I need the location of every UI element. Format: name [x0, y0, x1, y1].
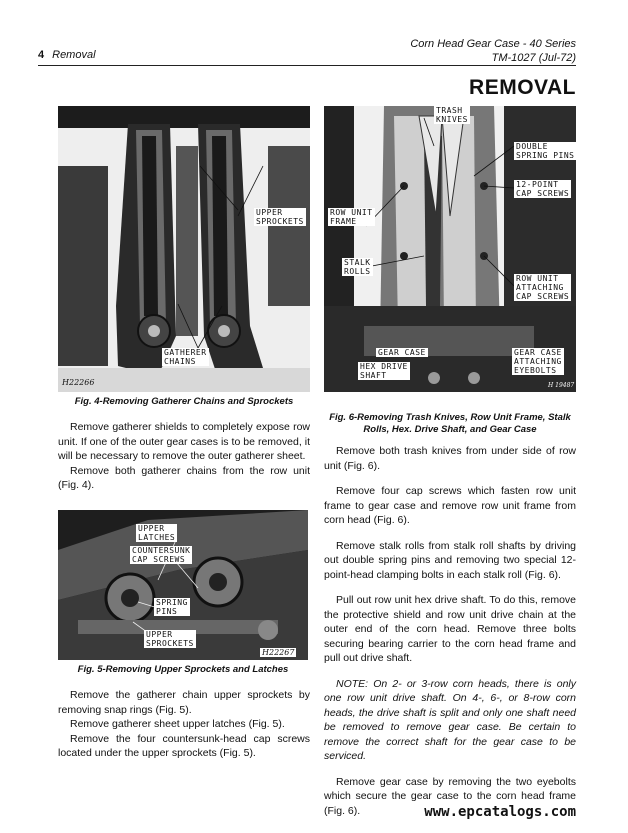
label-upper-sprockets: UPPER SPROCKETS	[256, 208, 304, 226]
para-remove-latches: Remove gatherer sheet upper latches (Fig. 5).	[70, 718, 285, 730]
footer-url: www.epcatalogs.com	[424, 804, 576, 820]
label-countersunk: COUNTERSUNK CAP SCREWS	[132, 546, 191, 564]
fig4-photo	[58, 106, 310, 392]
label-attaching: ROW UNIT ATTACHING CAP SCREWS	[516, 274, 570, 301]
fig5-caption: Fig. 5-Removing Upper Sprockets and Latches	[77, 664, 289, 675]
label-gear-case: GEAR CASE	[378, 348, 426, 357]
fig6-code: H 19487	[548, 382, 575, 389]
left-text-2	[58, 688, 310, 772]
fig4-code: H22266	[62, 378, 95, 387]
para-remove-countersunk: Remove the four countersunk-head cap screws located under the upper sprockets (Fig. 5).	[58, 732, 310, 759]
fig4-caption: Fig. 4-Removing Gatherer Chains and Sprockets	[74, 396, 294, 407]
header-rule	[38, 65, 576, 66]
para-row-unit-frame: Remove four cap screws which fasten row unit frame to gear case and remove row unit frame from corn head (Fig. 6).	[324, 485, 576, 526]
doc-title: Corn Head Gear Case - 40 Series	[410, 38, 576, 50]
para-stalk-rolls: Remove stalk rolls from stalk roll shafts by driving out double spring pins and removing two special 12-point-head clamping bolts in each stalk roll (Fig. 6).	[324, 539, 576, 581]
label-12-point: 12-POINT CAP SCREWS	[516, 180, 570, 198]
label-spring-pins: SPRING PINS	[156, 598, 188, 616]
para-hex-drive: Pull out row unit hex drive shaft. To do this, remove the protective shield and row unit drive chain at the outer end of the corn head. Remove three bolts securing bearing carrier to the corn head frame and pull out drive shaft.	[324, 594, 576, 664]
label-gatherer-chains: GATHERER CHAINS	[164, 348, 207, 366]
para-remove-chains: Remove both gatherer chains from the row unit (Fig. 4).	[58, 464, 310, 491]
running-header-left	[38, 49, 96, 61]
left-text-1	[58, 420, 310, 504]
label-stalk-rolls: STALK ROLLS	[344, 258, 371, 276]
fig6-caption: Fig. 6-Removing Trash Knives, Row Unit Frame, Stalk Rolls, Hex. Drive Shaft, and Gear Case	[329, 412, 571, 435]
para-gear-case: Remove gear case by removing the two eyebolts which secure the gear case to the corn head frame (Fig. 6).	[324, 775, 576, 817]
section-title: REMOVAL	[469, 76, 576, 99]
note-drive-shaft: NOTE: On 2- or 3-row corn heads, there is only one row unit drive shaft. On 4-, 6-, or 8-row corn heads, the drive shaft is split and only one shaft need be removed to remove gear case. Be certain to remove the correct shaft for the gear case to be serviced.	[324, 677, 576, 762]
fig5-photo	[58, 510, 308, 660]
label-row-unit-frame: ROW UNIT FRAME	[330, 208, 373, 226]
fig6-photo	[324, 106, 576, 392]
label-trash-knives: TRASH KNIVES	[436, 106, 468, 124]
fig5-code: H22267	[262, 648, 295, 657]
right-text	[324, 444, 576, 829]
para-remove-sprockets: Remove the gatherer chain upper sprockets by removing snap rings (Fig. 5).	[58, 689, 310, 716]
page-number: 4	[38, 49, 45, 61]
label-double-spring: DOUBLE SPRING PINS	[516, 142, 575, 160]
para-trash-knives: Remove both trash knives from under side of row unit (Fig. 6).	[324, 445, 576, 472]
label-gear-case-eyebolts: GEAR CASE ATTACHING EYEBOLTS	[514, 348, 562, 375]
para-remove-shields: Remove gatherer shields to completely expose row unit. If one of the outer gear cases is to be removed, it will be necessary to remove the outer gatherer sheet.	[58, 421, 310, 462]
label-upper-sprockets-5: UPPER SPROCKETS	[146, 630, 194, 648]
section-name: Removal	[52, 49, 96, 61]
label-hex-drive: HEX DRIVE SHAFT	[360, 362, 408, 380]
doc-code: TM-1027 (Jul-72)	[491, 52, 576, 64]
label-upper-latches: UPPER LATCHES	[138, 524, 176, 542]
